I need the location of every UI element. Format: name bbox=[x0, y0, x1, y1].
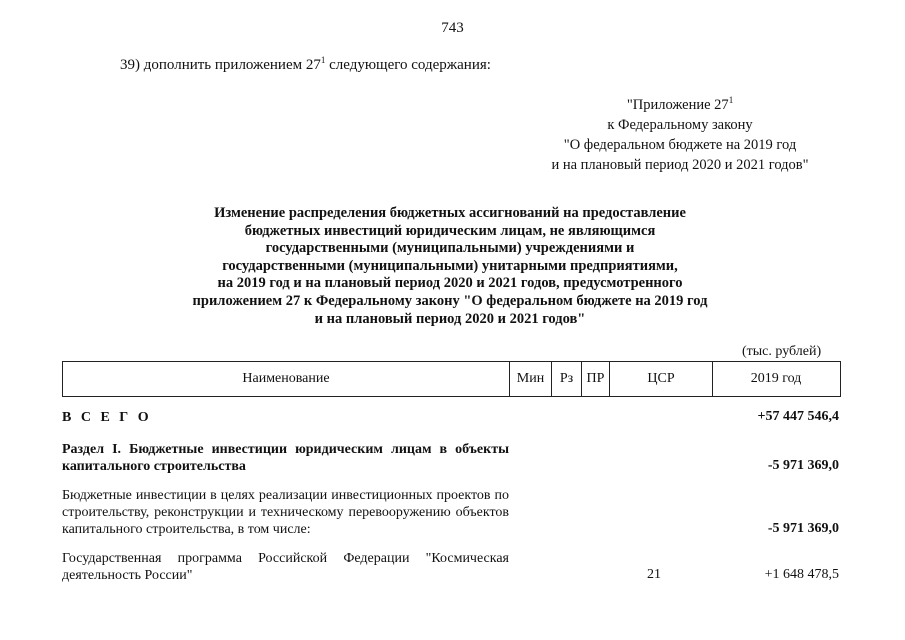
amendment-instruction bbox=[120, 57, 491, 74]
header-target-article: ЦСР bbox=[610, 362, 713, 396]
units-label: (тыс. рублей) bbox=[742, 344, 822, 359]
title-line: Изменение распределения бюджетных ассигнований на предоставление bbox=[214, 205, 686, 221]
appendix-header bbox=[500, 95, 860, 175]
table-header bbox=[62, 361, 841, 397]
title-line: приложением 27 к Федеральному закону "О федеральном бюджете на 2019 год bbox=[192, 292, 708, 309]
title-line: государственными (муниципальными) унитарными предприятиями, bbox=[222, 257, 678, 274]
row-total-value: +57 447 546,4 bbox=[757, 409, 839, 424]
row-section-1-value: -5 971 369,0 bbox=[767, 458, 839, 473]
title-line: на 2019 год и на плановый период 2020 и 2021 годов, предусмотренного bbox=[217, 275, 683, 292]
header-ministry: Мин bbox=[510, 362, 552, 396]
appendix-number: "Приложение 27 bbox=[626, 97, 729, 113]
header-year: 2019 год bbox=[750, 371, 802, 386]
header-section: Рз bbox=[552, 362, 582, 396]
page-number: 743 bbox=[441, 20, 464, 36]
row-program-label: Государственная программа Российской Федерации "Космическая деятельность России" bbox=[62, 551, 509, 583]
title-line: и на плановый период 2020 и 2021 годов" bbox=[314, 310, 586, 327]
row-total-label: В С Е Г О bbox=[62, 410, 152, 425]
header-name: Наименование bbox=[63, 362, 510, 396]
instruction-superscript: 1 bbox=[320, 55, 326, 65]
appendix-line-1 bbox=[500, 95, 860, 115]
document-title bbox=[140, 205, 760, 328]
row-program-value: +1 648 478,5 bbox=[764, 567, 839, 582]
appendix-line-2: к Федеральному закону bbox=[607, 117, 753, 133]
row-investments-value: -5 971 369,0 bbox=[767, 521, 839, 536]
title-line: государственными (муниципальными) учреждениями и bbox=[265, 240, 635, 257]
header-subsection: ПР bbox=[582, 362, 610, 396]
row-section-1-label: Раздел I. Бюджетные инвестиции юридическим лицам в объекты капитального строительства bbox=[62, 442, 509, 474]
appendix-line-3: "О федеральном бюджете на 2019 год bbox=[563, 137, 797, 153]
row-program-csr: 21 bbox=[647, 567, 661, 582]
appendix-line-4: и на плановый период 2020 и 2021 годов" bbox=[551, 157, 809, 173]
appendix-superscript: 1 bbox=[728, 95, 734, 106]
title-line: бюджетных инвестиций юридическим лицам, не являющимся bbox=[244, 222, 656, 239]
instruction-suffix: следующего содержания: bbox=[325, 57, 491, 73]
row-investments-label: Бюджетные инвестиции в целях реализации инвестиционных проектов по строительству, реконструкции и техническому перевооружению объектов капитального строительства, в том числе: bbox=[62, 488, 509, 537]
instruction-prefix: 39) дополнить приложением 27 bbox=[120, 57, 321, 73]
